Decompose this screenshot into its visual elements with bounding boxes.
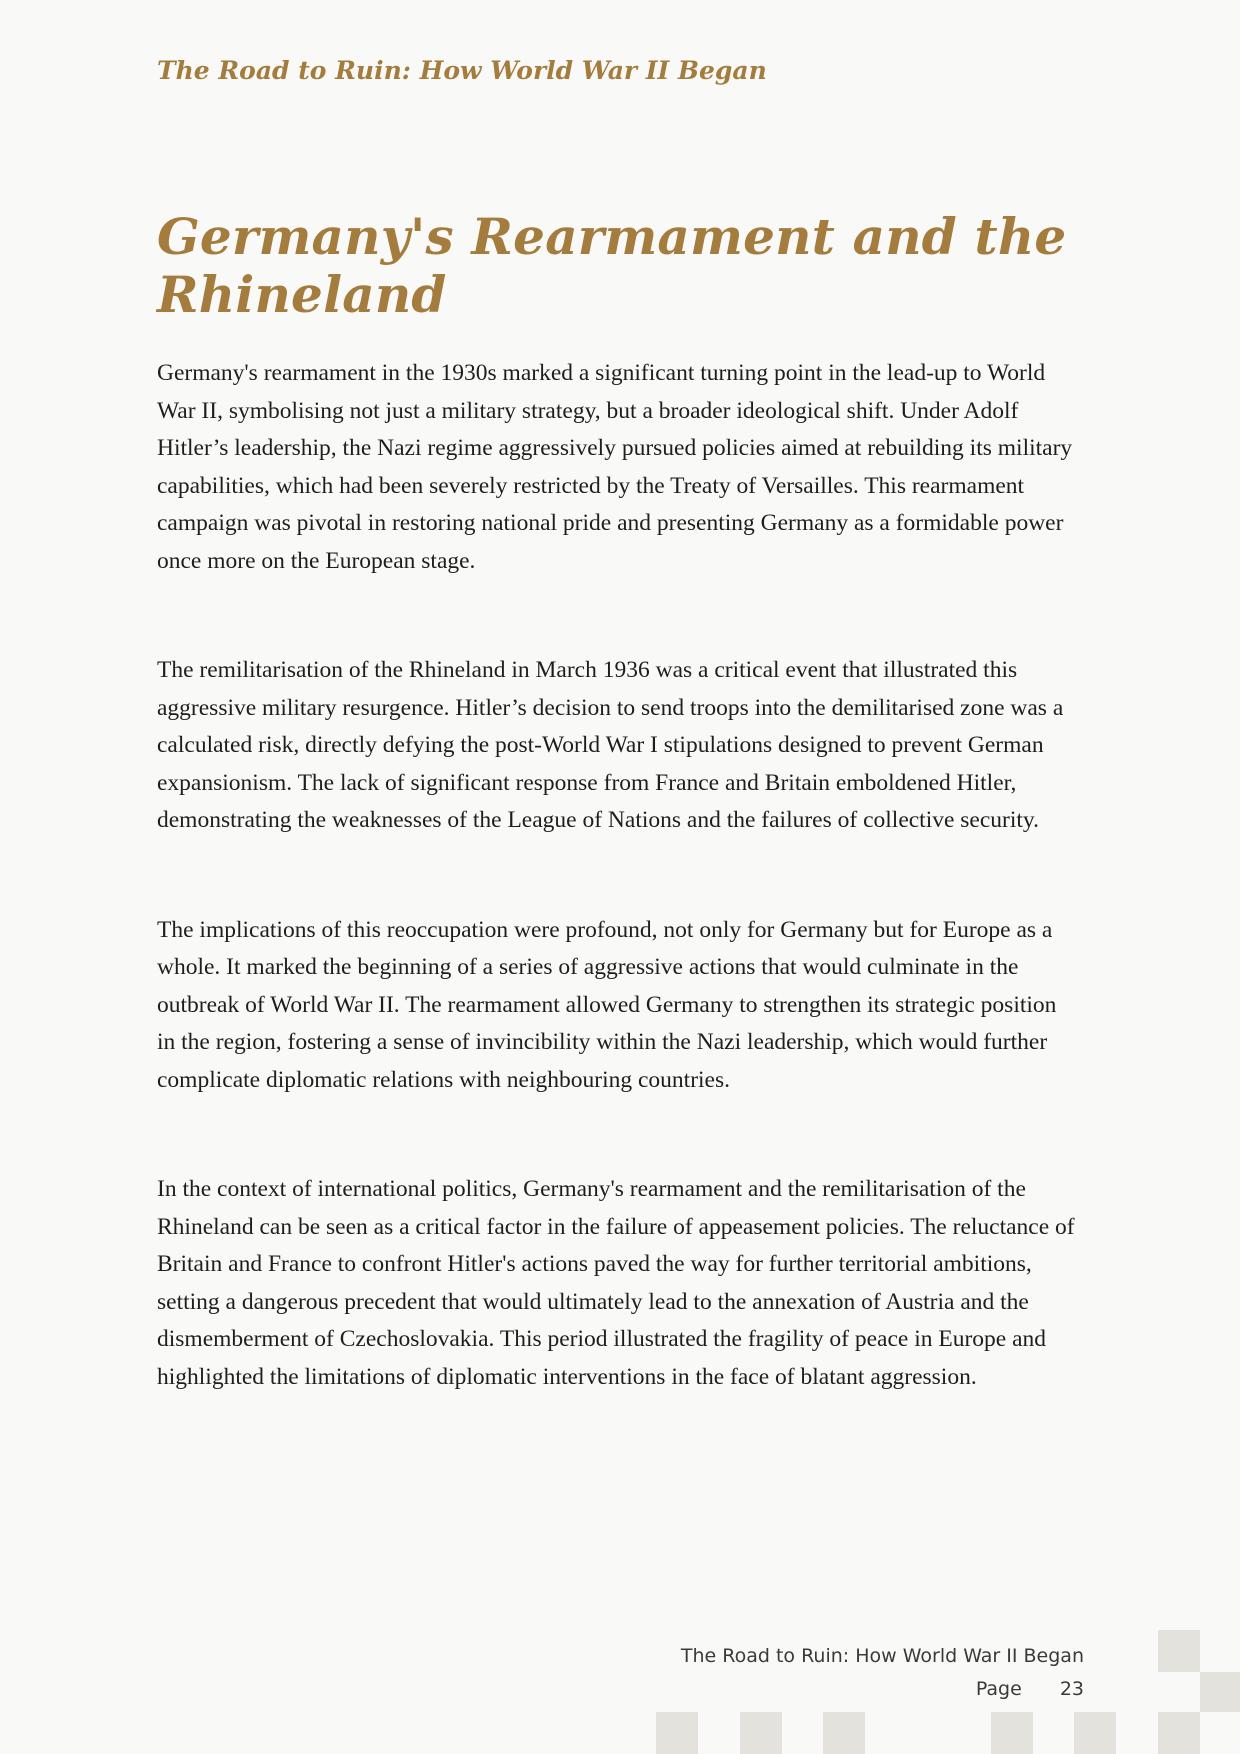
decorative-square — [1074, 1712, 1116, 1754]
footer-page-row — [681, 1673, 1084, 1706]
page-title-line-1: Germany's Rearmament and the — [157, 207, 1067, 266]
decorative-square — [991, 1712, 1033, 1754]
decorative-square — [823, 1712, 865, 1754]
page-footer — [681, 1640, 1084, 1706]
decorative-square — [656, 1712, 698, 1754]
running-header: The Road to Ruin: How World War II Began — [157, 56, 767, 85]
decorative-square — [1158, 1630, 1200, 1672]
footer-book-title: The Road to Ruin: How World War II Began — [680, 1645, 1084, 1667]
paragraph-2: The remilitarisation of the Rhineland in March 1936 was a critical event that illustrated this aggressive military resurgence. Hitler’s decision to send troops into the demilitarised zone was a calculated risk, directly defying the post-World War I stipulations designed to prevent German expansionism. The lack of significant response from France and Britain emboldened Hitler, demonstrating the weaknesses of the League of Nations and the failures of collective security. — [157, 657, 1064, 833]
paragraph-1: Germany's rearmament in the 1930s marked a significant turning point in the lead-up to World War II, symbolising not just a military strategy, but a broader ideological shift. Under Adolf Hitler’s leadership, the Nazi regime aggressively pursued policies aimed at rebuilding its military capabilities, which had been severely restricted by the Treaty of Versailles. This rearmament campaign was pivotal in restoring national pride and presenting Germany as a formidable power once more on the European stage. — [157, 360, 1073, 574]
body-text — [157, 355, 1079, 1468]
page-title — [157, 208, 1117, 324]
decorative-square — [1200, 1672, 1240, 1712]
decorative-square — [1158, 1712, 1200, 1754]
footer-page-number: 23 — [1059, 1678, 1084, 1700]
decorative-square — [740, 1712, 782, 1754]
paragraph-3: The implications of this reoccupation were profound, not only for Germany but for Europe as a whole. It marked the beginning of a series of aggressive actions that would culminate in the outbreak of World War II. The rearmament allowed Germany to strengthen its strategic position in the region, fostering a sense of invincibility within the Nazi leadership, which would further complicate diplomatic relations with neighbouring countries. — [157, 916, 1057, 1093]
page-title-line-2: Rhineland — [157, 265, 447, 324]
paragraph-4: In the context of international politics, Germany's rearmament and the remilitarisation of the Rhineland can be seen as a critical factor in the failure of appeasement policies. The reluctance of Britain and France to confront Hitler's actions paved the way for further territorial ambitions, setting a dangerous precedent that would ultimately lead to the annexation of Austria and the dismemberment of Czechoslovakia. This period illustrated the fragility of peace in Europe and highlighted the limitations of diplomatic interventions in the face of blatant aggression. — [157, 1176, 1075, 1390]
footer-page-label: Page — [975, 1678, 1022, 1700]
